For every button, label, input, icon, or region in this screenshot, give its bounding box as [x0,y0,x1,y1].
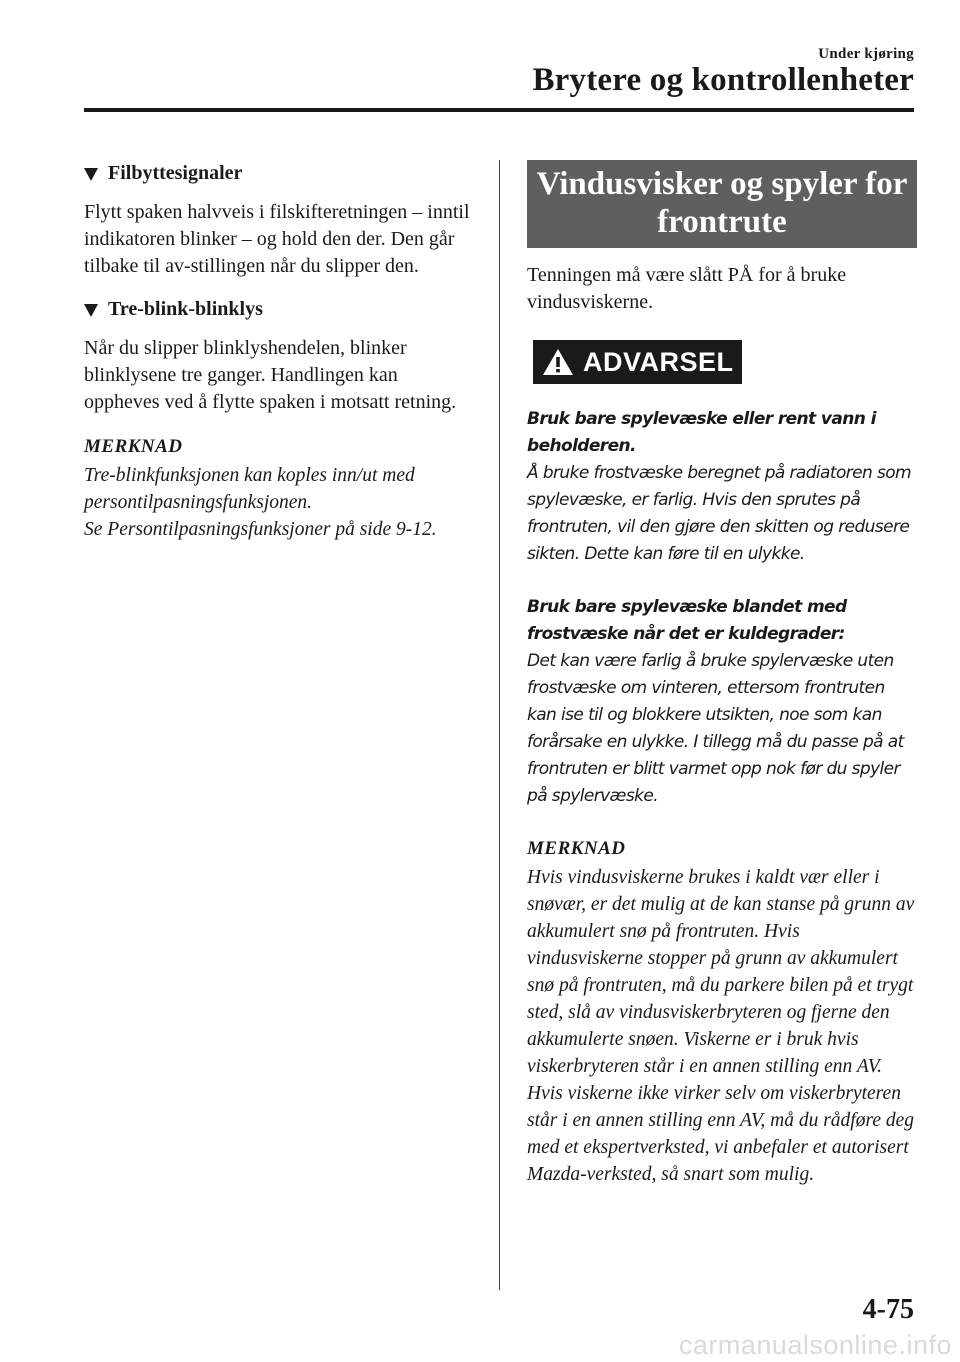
right-column [527,160,917,1188]
triangle-bullet-icon [84,168,98,181]
section-header-title: Brytere og kontrollenheter [532,62,914,98]
column-divider [499,160,500,1290]
wiper-intro-paragraph: Tenningen må være slått PÅ for å bruke vindusviskerne. [527,264,847,313]
warning-1-text: Å bruke frostvæske beregnet på radiatoren som spylevæske, er farlig. Hvis den sprutes på frontruten, vil den gjøre den skitten og redusere sikten. Dette kan føre til en ulykke. [527,463,911,564]
warning-1-title: Bruk bare spylevæske eller rent vann i beholderen. [527,409,876,456]
wiper-note-text: Hvis vindusviskerne brukes i kaldt vær eller i snøvær, er det mulig at de kan stanse på grunn av akkumulert snø på frontruten. Hvis vindusviskerne stopper på grunn av akkumulert snø på frontruten, må du parkere bilen på et trygt sted, slå av vindusviskerbryteren og fjerne den akkumulerte snøen. Viskerne er i bruk hvis viskerbryteren står i en annen stilling enn AV. Hvis viskerne ikke virker selv om viskerbryteren står i en annen stilling enn AV, må du rådføre deg med et ekspertverksted, vi anbefaler et autorisert Mazda-verksted, så snart som mulig. [527,867,915,1185]
warning-triangle-icon [541,347,575,377]
note-line-2: Se Persontilpasningsfunksjoner på side 9-12. [84,519,437,540]
triangle-bullet-icon [84,304,98,317]
watermark: carmanualsonline.info [678,1330,952,1360]
wiper-note-label: MERKNAD [527,838,626,859]
header-divider [84,108,914,112]
note-label: MERKNAD [84,436,183,457]
note-line-1: Tre-blinkfunksjonen kan koples inn/ut med persontilpasningsfunksjonen. [84,465,415,513]
lane-change-paragraph: Flytt spaken halvveis i filskifteretningen – inntil indikatoren blinker – og hold den der. Den går tilbake til av-stillingen når du slipper den. [84,201,470,277]
wiper-section-title: Vindusvisker og spyler for frontrute [527,160,917,248]
three-blink-heading-text: Tre-blink-blinklys [108,298,263,320]
three-blink-heading [84,298,476,321]
left-column [84,162,476,543]
lane-change-heading [84,162,476,185]
warning-2-title: Bruk bare spylevæske blandet med frostvæske når det er kuldegrader: [527,597,847,644]
warning-badge [533,340,742,384]
chapter-title: Under kjøring [818,46,914,62]
page-number: 4-75 [862,1294,914,1325]
three-blink-paragraph: Når du slipper blinklyshendelen, blinker blinklysene tre ganger. Handlingen kan oppheves ved å flytte spaken i motsatt retning. [84,337,457,413]
warning-2-text: Det kan være farlig å bruke spylervæske uten frostvæske om vinteren, ettersom frontruten kan ise til og blokkere utsikten, noe som kan forårsake en ulykke. I tillegg må du passe på at frontruten er blitt varmet opp nok før du spyler på spylervæske. [527,651,904,806]
warning-label: ADVARSEL [583,346,734,377]
lane-change-heading-text: Filbyttesignaler [108,162,243,184]
